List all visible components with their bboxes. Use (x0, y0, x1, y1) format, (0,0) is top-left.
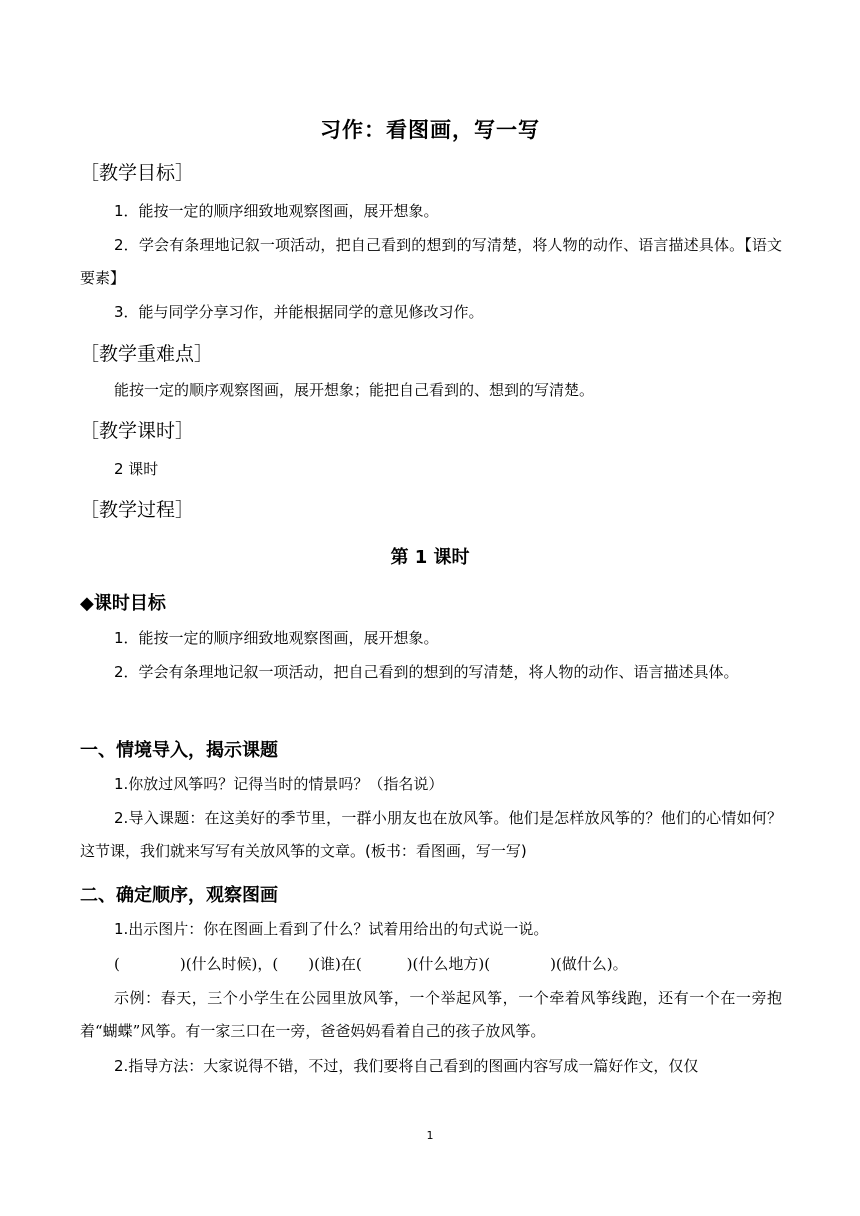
section-2-paragraph-1: 1.出示图片：你在图画上看到了什么？试着用给出的句式说一说。 (114, 920, 549, 938)
section-2-paragraph-2: 2.指导方法：大家说得不错，不过，我们要将自己看到的图画内容写成一篇好作文，仅仅 (114, 1057, 699, 1075)
lesson-goal-item-1: 1．能按一定的顺序细致地观察图画，展开想象。 (114, 629, 439, 647)
section-1-paragraph-1: 1.你放过风筝吗？记得当时的情景吗？（指名说） (114, 775, 444, 793)
goal-item-3: 3．能与同学分享习作，并能根据同学的意见修改习作。 (114, 303, 484, 321)
teaching-hours-text: 2 课时 (114, 460, 159, 478)
section-2-heading: 二、确定顺序，观察图画 (80, 885, 278, 906)
page-number: 1 (426, 1129, 434, 1142)
goal-item-2: 2．学会有条理地记叙一项活动，把自己看到的想到的写清楚，将人物的动作、语言描述具体。【语文要素】 (80, 236, 782, 287)
key-points-text: 能按一定的顺序观察图画，展开想象；能把自己看到的、想到的写清楚。 (114, 381, 595, 399)
section-1-heading: 一、情境导入，揭示课题 (80, 740, 278, 761)
sentence-pattern: ( )(什么时候)，( )(谁)在( )(什么地方)( )(做什么)。 (114, 955, 628, 973)
heading-key-points: ［教学重难点］ (80, 343, 214, 365)
page-title: 习作：看图画，写一写 (320, 118, 540, 142)
goal-item-1: 1．能按一定的顺序细致地观察图画，展开想象。 (114, 202, 439, 220)
heading-teaching-process: ［教学过程］ (80, 499, 195, 521)
heading-teaching-goals: ［教学目标］ (80, 162, 195, 184)
lesson-goal-item-2: 2．学会有条理地记叙一项活动，把自己看到的想到的写清楚，将人物的动作、语言描述具体。 (114, 663, 739, 681)
lesson-title: 第 1 课时 (390, 547, 470, 568)
section-1-paragraph-2: 2.导入课题：在这美好的季节里，一群小朋友也在放风筝。他们是怎样放风筝的？他们的心情如何？这节课，我们就来写写有关放风筝的文章。(板书：看图画，写一写) (80, 809, 782, 860)
lesson-goals-heading: ◆课时目标 (80, 593, 166, 614)
example-paragraph: 示例：春天，三个小学生在公园里放风筝，一个举起风筝，一个牵着风筝线跑，还有一个在一旁抱着“蝴蝶”风筝。有一家三口在一旁，爸爸妈妈看着自己的孩子放风筝。 (80, 989, 782, 1040)
heading-teaching-hours: ［教学课时］ (80, 420, 195, 442)
